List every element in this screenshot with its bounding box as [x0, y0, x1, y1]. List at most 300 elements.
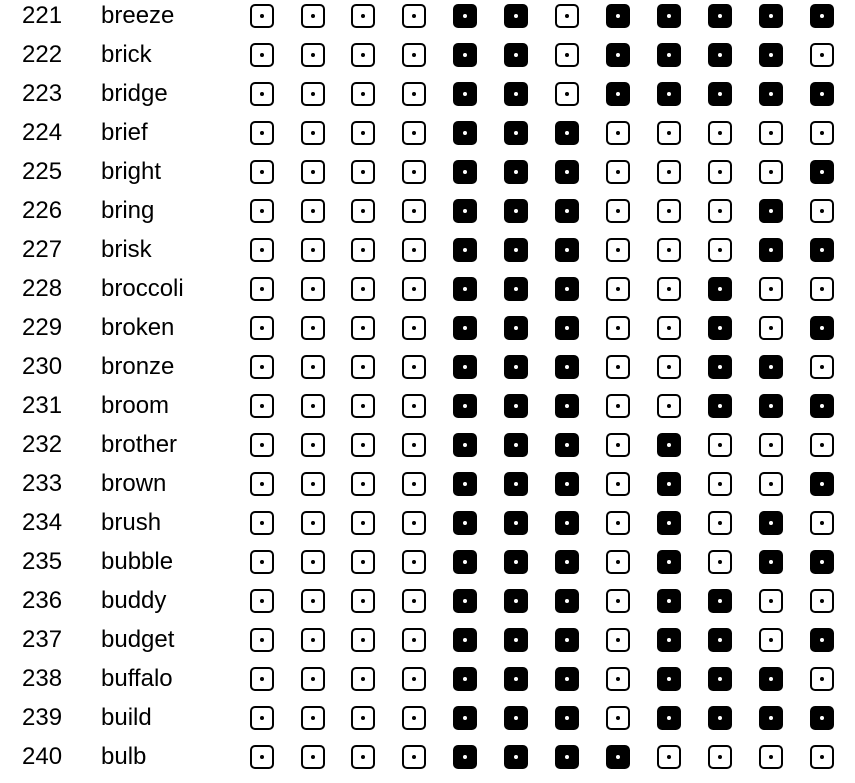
- bit-cell-empty: [402, 316, 426, 340]
- bit-cell-filled: [555, 511, 579, 535]
- bit-cell-filled: [453, 472, 477, 496]
- bit-cell-empty: [402, 511, 426, 535]
- bit-cell-empty: [250, 706, 274, 730]
- table-row: [0, 39, 855, 78]
- bit-cell-filled: [708, 589, 732, 613]
- bit-cell-filled: [759, 511, 783, 535]
- bit-cell-filled: [504, 628, 528, 652]
- bit-cell-filled: [453, 745, 477, 769]
- bit-cell-empty: [759, 121, 783, 145]
- bit-cell-filled: [453, 121, 477, 145]
- bit-cell-empty: [657, 199, 681, 223]
- bit-cell-empty: [301, 121, 325, 145]
- bit-cell-empty: [810, 43, 834, 67]
- row-number: 240: [22, 743, 63, 770]
- bit-cell-filled: [708, 4, 732, 28]
- bit-cell-filled: [504, 238, 528, 262]
- table-row: [0, 117, 855, 156]
- row-word: bubble: [101, 548, 174, 575]
- bit-cell-empty: [708, 160, 732, 184]
- bit-cell-filled: [555, 199, 579, 223]
- bit-cell-filled: [759, 82, 783, 106]
- bit-cell-filled: [708, 667, 732, 691]
- bit-cell-empty: [606, 511, 630, 535]
- row-number: 232: [22, 431, 63, 458]
- bit-cell-filled: [657, 4, 681, 28]
- bit-cell-empty: [759, 160, 783, 184]
- row-number: 227: [22, 236, 63, 263]
- bit-cell-empty: [402, 667, 426, 691]
- bit-cell-filled: [657, 550, 681, 574]
- bit-cell-empty: [402, 628, 426, 652]
- bit-cell-empty: [606, 394, 630, 418]
- bit-cell-empty: [402, 472, 426, 496]
- bit-cell-filled: [453, 4, 477, 28]
- bit-cell-empty: [606, 160, 630, 184]
- row-word: build: [101, 704, 152, 731]
- bit-cell-empty: [555, 4, 579, 28]
- bit-cell-empty: [250, 433, 274, 457]
- bit-cell-empty: [402, 160, 426, 184]
- bit-cell-empty: [810, 589, 834, 613]
- bit-cell-empty: [351, 550, 375, 574]
- bit-cell-empty: [301, 589, 325, 613]
- table-row: [0, 156, 855, 195]
- bit-cell-empty: [351, 472, 375, 496]
- bit-cell-empty: [810, 355, 834, 379]
- bit-cell-empty: [606, 238, 630, 262]
- bit-cell-filled: [657, 433, 681, 457]
- bit-cell-filled: [708, 277, 732, 301]
- bit-cell-empty: [606, 472, 630, 496]
- bit-cell-filled: [453, 160, 477, 184]
- row-word: broom: [101, 392, 170, 419]
- bit-cell-empty: [250, 472, 274, 496]
- bit-cell-empty: [301, 316, 325, 340]
- bit-cell-empty: [402, 121, 426, 145]
- bit-cell-filled: [555, 433, 579, 457]
- bit-cell-filled: [708, 82, 732, 106]
- bit-cell-filled: [504, 472, 528, 496]
- bit-cell-empty: [606, 199, 630, 223]
- row-number: 230: [22, 353, 63, 380]
- table-row: [0, 195, 855, 234]
- bit-cell-empty: [301, 43, 325, 67]
- row-word: broken: [101, 314, 175, 341]
- bit-cell-empty: [301, 82, 325, 106]
- bit-cell-empty: [250, 160, 274, 184]
- bit-cell-empty: [301, 394, 325, 418]
- bit-cell-empty: [351, 355, 375, 379]
- bit-cell-empty: [301, 199, 325, 223]
- bit-cell-filled: [504, 277, 528, 301]
- bit-cell-filled: [453, 277, 477, 301]
- bit-cell-filled: [759, 4, 783, 28]
- row-word: brother: [101, 431, 178, 458]
- bit-cell-empty: [810, 511, 834, 535]
- bit-cell-filled: [810, 4, 834, 28]
- row-number: 237: [22, 626, 63, 653]
- bit-cell-filled: [810, 316, 834, 340]
- bit-cell-empty: [351, 43, 375, 67]
- bit-cell-filled: [504, 82, 528, 106]
- bit-cell-filled: [453, 316, 477, 340]
- bit-cell-empty: [301, 355, 325, 379]
- bit-cell-empty: [402, 706, 426, 730]
- bit-cell-empty: [250, 550, 274, 574]
- bit-cell-filled: [504, 706, 528, 730]
- bit-cell-empty: [250, 4, 274, 28]
- bit-cell-filled: [453, 667, 477, 691]
- bit-cell-empty: [657, 316, 681, 340]
- row-number: 229: [22, 314, 63, 341]
- bit-cell-empty: [351, 4, 375, 28]
- bit-cell-filled: [504, 433, 528, 457]
- table-row: [0, 702, 855, 741]
- bit-cell-filled: [504, 550, 528, 574]
- bit-cell-empty: [810, 121, 834, 145]
- bit-cell-empty: [301, 277, 325, 301]
- bit-cell-empty: [351, 745, 375, 769]
- table-row: [0, 546, 855, 585]
- bit-cell-filled: [657, 43, 681, 67]
- bit-cell-empty: [351, 706, 375, 730]
- bit-cell-filled: [504, 745, 528, 769]
- row-number: 233: [22, 470, 63, 497]
- row-word: bright: [101, 158, 162, 185]
- bit-cell-empty: [301, 433, 325, 457]
- bit-cell-empty: [250, 355, 274, 379]
- bit-cell-empty: [606, 628, 630, 652]
- bit-cell-empty: [402, 589, 426, 613]
- bit-cell-empty: [250, 394, 274, 418]
- bit-cell-empty: [606, 277, 630, 301]
- bit-cell-empty: [708, 433, 732, 457]
- bit-cell-empty: [250, 667, 274, 691]
- table-row: [0, 507, 855, 546]
- bit-cell-filled: [453, 706, 477, 730]
- bit-cell-empty: [250, 511, 274, 535]
- bit-cell-filled: [555, 277, 579, 301]
- bit-cell-empty: [402, 238, 426, 262]
- bit-cell-empty: [402, 394, 426, 418]
- bit-cell-filled: [453, 82, 477, 106]
- row-word: bulb: [101, 743, 147, 770]
- bit-cell-filled: [453, 511, 477, 535]
- bit-cell-filled: [453, 433, 477, 457]
- bit-cell-filled: [606, 43, 630, 67]
- bit-cell-empty: [250, 745, 274, 769]
- bit-cell-filled: [504, 511, 528, 535]
- bit-cell-empty: [708, 199, 732, 223]
- bit-cell-empty: [402, 433, 426, 457]
- bit-cell-filled: [810, 82, 834, 106]
- row-word: budget: [101, 626, 175, 653]
- bit-cell-filled: [657, 82, 681, 106]
- bit-cell-filled: [504, 160, 528, 184]
- table-row: [0, 273, 855, 312]
- bit-cell-empty: [606, 706, 630, 730]
- bit-cell-filled: [555, 355, 579, 379]
- bit-cell-filled: [504, 316, 528, 340]
- row-number: 238: [22, 665, 63, 692]
- row-word: bridge: [101, 80, 168, 107]
- bit-cell-filled: [708, 43, 732, 67]
- bit-cell-empty: [301, 706, 325, 730]
- bit-cell-filled: [504, 43, 528, 67]
- bit-cell-empty: [657, 160, 681, 184]
- bit-cell-filled: [657, 511, 681, 535]
- bit-cell-filled: [555, 121, 579, 145]
- bit-cell-filled: [606, 745, 630, 769]
- bit-cell-empty: [301, 550, 325, 574]
- bit-cell-empty: [810, 199, 834, 223]
- bit-cell-filled: [555, 238, 579, 262]
- bit-cell-empty: [657, 355, 681, 379]
- bit-cell-filled: [555, 745, 579, 769]
- bit-cell-empty: [351, 589, 375, 613]
- bit-cell-empty: [250, 199, 274, 223]
- bit-cell-filled: [759, 43, 783, 67]
- bit-cell-empty: [759, 628, 783, 652]
- table-row: [0, 585, 855, 624]
- bit-cell-empty: [351, 82, 375, 106]
- bit-cell-filled: [657, 589, 681, 613]
- bit-cell-empty: [351, 121, 375, 145]
- table-row: [0, 78, 855, 117]
- bit-cell-filled: [810, 160, 834, 184]
- row-word: bronze: [101, 353, 175, 380]
- bit-cell-empty: [810, 277, 834, 301]
- row-number: 222: [22, 41, 63, 68]
- bit-cell-empty: [606, 433, 630, 457]
- bit-cell-empty: [250, 316, 274, 340]
- bit-cell-empty: [301, 667, 325, 691]
- bit-cell-empty: [759, 433, 783, 457]
- bit-cell-empty: [351, 394, 375, 418]
- bit-cell-empty: [351, 433, 375, 457]
- bit-cell-empty: [555, 43, 579, 67]
- bit-cell-filled: [810, 238, 834, 262]
- bit-cell-filled: [453, 394, 477, 418]
- row-number: 225: [22, 158, 63, 185]
- bit-cell-empty: [606, 667, 630, 691]
- bit-cell-empty: [759, 745, 783, 769]
- bit-cell-empty: [810, 433, 834, 457]
- bit-cell-filled: [555, 667, 579, 691]
- bit-cell-empty: [606, 121, 630, 145]
- bit-cell-empty: [657, 277, 681, 301]
- row-number: 224: [22, 119, 63, 146]
- bit-cell-filled: [708, 706, 732, 730]
- bit-cell-empty: [708, 511, 732, 535]
- bit-cell-empty: [301, 628, 325, 652]
- bit-cell-empty: [708, 745, 732, 769]
- table-row: [0, 663, 855, 702]
- bit-cell-empty: [250, 628, 274, 652]
- table-row: [0, 312, 855, 351]
- bit-cell-empty: [402, 355, 426, 379]
- bit-cell-empty: [402, 277, 426, 301]
- row-word: bring: [101, 197, 155, 224]
- bit-cell-empty: [759, 472, 783, 496]
- bit-cell-filled: [810, 394, 834, 418]
- bit-cell-empty: [402, 82, 426, 106]
- bit-cell-empty: [606, 355, 630, 379]
- bit-cell-empty: [351, 511, 375, 535]
- bit-cell-filled: [504, 394, 528, 418]
- bit-cell-filled: [453, 238, 477, 262]
- bit-cell-empty: [250, 121, 274, 145]
- row-number: 239: [22, 704, 63, 731]
- table-row: [0, 351, 855, 390]
- row-number: 228: [22, 275, 63, 302]
- bit-cell-filled: [453, 43, 477, 67]
- bit-cell-filled: [555, 472, 579, 496]
- bit-cell-empty: [351, 316, 375, 340]
- bit-cell-empty: [657, 394, 681, 418]
- bit-cell-filled: [555, 394, 579, 418]
- row-number: 226: [22, 197, 63, 224]
- bit-cell-empty: [606, 589, 630, 613]
- bit-cell-empty: [301, 472, 325, 496]
- bit-cell-empty: [759, 316, 783, 340]
- bit-cell-filled: [810, 550, 834, 574]
- bit-cell-empty: [402, 199, 426, 223]
- bit-cell-filled: [555, 706, 579, 730]
- bit-cell-empty: [301, 745, 325, 769]
- table-row: [0, 741, 855, 780]
- row-number: 236: [22, 587, 63, 614]
- table-row: [0, 624, 855, 663]
- row-word: breeze: [101, 2, 175, 29]
- bit-cell-empty: [351, 667, 375, 691]
- row-word: brisk: [101, 236, 152, 263]
- bit-cell-empty: [708, 238, 732, 262]
- row-word: brown: [101, 470, 167, 497]
- row-number: 234: [22, 509, 63, 536]
- bit-cell-empty: [301, 511, 325, 535]
- bit-cell-empty: [250, 238, 274, 262]
- bit-cell-filled: [810, 706, 834, 730]
- row-word: brief: [101, 119, 148, 146]
- bit-cell-empty: [606, 550, 630, 574]
- bit-cell-filled: [504, 589, 528, 613]
- bit-cell-filled: [810, 472, 834, 496]
- bit-cell-empty: [657, 121, 681, 145]
- row-number: 221: [22, 2, 63, 29]
- bit-cell-filled: [759, 355, 783, 379]
- bit-cell-filled: [453, 628, 477, 652]
- bit-cell-filled: [759, 238, 783, 262]
- bit-cell-empty: [657, 238, 681, 262]
- table-row: [0, 429, 855, 468]
- bit-cell-empty: [351, 160, 375, 184]
- row-word: buddy: [101, 587, 167, 614]
- row-number: 235: [22, 548, 63, 575]
- bit-cell-filled: [759, 550, 783, 574]
- bit-cell-filled: [759, 394, 783, 418]
- bit-cell-empty: [351, 628, 375, 652]
- row-word: brush: [101, 509, 162, 536]
- bit-cell-filled: [708, 628, 732, 652]
- bit-cell-empty: [402, 550, 426, 574]
- table-row: [0, 234, 855, 273]
- bit-cell-empty: [810, 745, 834, 769]
- table-row: [0, 0, 855, 39]
- bit-cell-filled: [555, 628, 579, 652]
- bit-cell-empty: [250, 43, 274, 67]
- bit-cell-filled: [504, 355, 528, 379]
- bit-cell-empty: [301, 160, 325, 184]
- bit-cell-filled: [759, 667, 783, 691]
- bit-cell-empty: [351, 199, 375, 223]
- bit-cell-filled: [657, 706, 681, 730]
- bit-cell-empty: [351, 277, 375, 301]
- bit-cell-empty: [555, 82, 579, 106]
- bit-cell-empty: [351, 238, 375, 262]
- bit-cell-filled: [555, 160, 579, 184]
- bit-cell-filled: [657, 628, 681, 652]
- bit-cell-empty: [657, 745, 681, 769]
- bit-cell-filled: [504, 121, 528, 145]
- bit-cell-empty: [250, 82, 274, 106]
- bit-cell-filled: [453, 550, 477, 574]
- bit-cell-filled: [708, 316, 732, 340]
- bit-cell-filled: [657, 472, 681, 496]
- table-row: [0, 468, 855, 507]
- bit-cell-empty: [759, 277, 783, 301]
- bit-cell-filled: [606, 82, 630, 106]
- bit-cell-filled: [453, 355, 477, 379]
- row-word: buffalo: [101, 665, 173, 692]
- bit-cell-empty: [708, 550, 732, 574]
- bit-cell-filled: [555, 550, 579, 574]
- bit-cell-empty: [708, 121, 732, 145]
- bit-cell-filled: [708, 355, 732, 379]
- bit-cell-empty: [402, 745, 426, 769]
- row-number: 231: [22, 392, 63, 419]
- bit-cell-empty: [402, 4, 426, 28]
- bit-cell-filled: [504, 667, 528, 691]
- table-row: [0, 390, 855, 429]
- bit-cell-filled: [759, 706, 783, 730]
- bit-cell-filled: [657, 667, 681, 691]
- bit-cell-filled: [504, 199, 528, 223]
- row-word: broccoli: [101, 275, 184, 302]
- bit-cell-filled: [555, 316, 579, 340]
- bit-cell-filled: [453, 199, 477, 223]
- bit-cell-empty: [250, 277, 274, 301]
- bit-cell-filled: [606, 4, 630, 28]
- bit-cell-empty: [759, 589, 783, 613]
- bit-cell-filled: [504, 4, 528, 28]
- bit-cell-filled: [810, 628, 834, 652]
- bit-cell-empty: [301, 238, 325, 262]
- bit-cell-filled: [759, 199, 783, 223]
- bit-cell-empty: [402, 43, 426, 67]
- row-word: brick: [101, 41, 152, 68]
- bit-cell-empty: [708, 472, 732, 496]
- bit-cell-filled: [453, 589, 477, 613]
- bit-cell-empty: [301, 4, 325, 28]
- bit-cell-filled: [555, 589, 579, 613]
- bit-cell-empty: [250, 589, 274, 613]
- bit-cell-empty: [606, 316, 630, 340]
- bit-cell-empty: [810, 667, 834, 691]
- bit-cell-filled: [708, 394, 732, 418]
- row-number: 223: [22, 80, 63, 107]
